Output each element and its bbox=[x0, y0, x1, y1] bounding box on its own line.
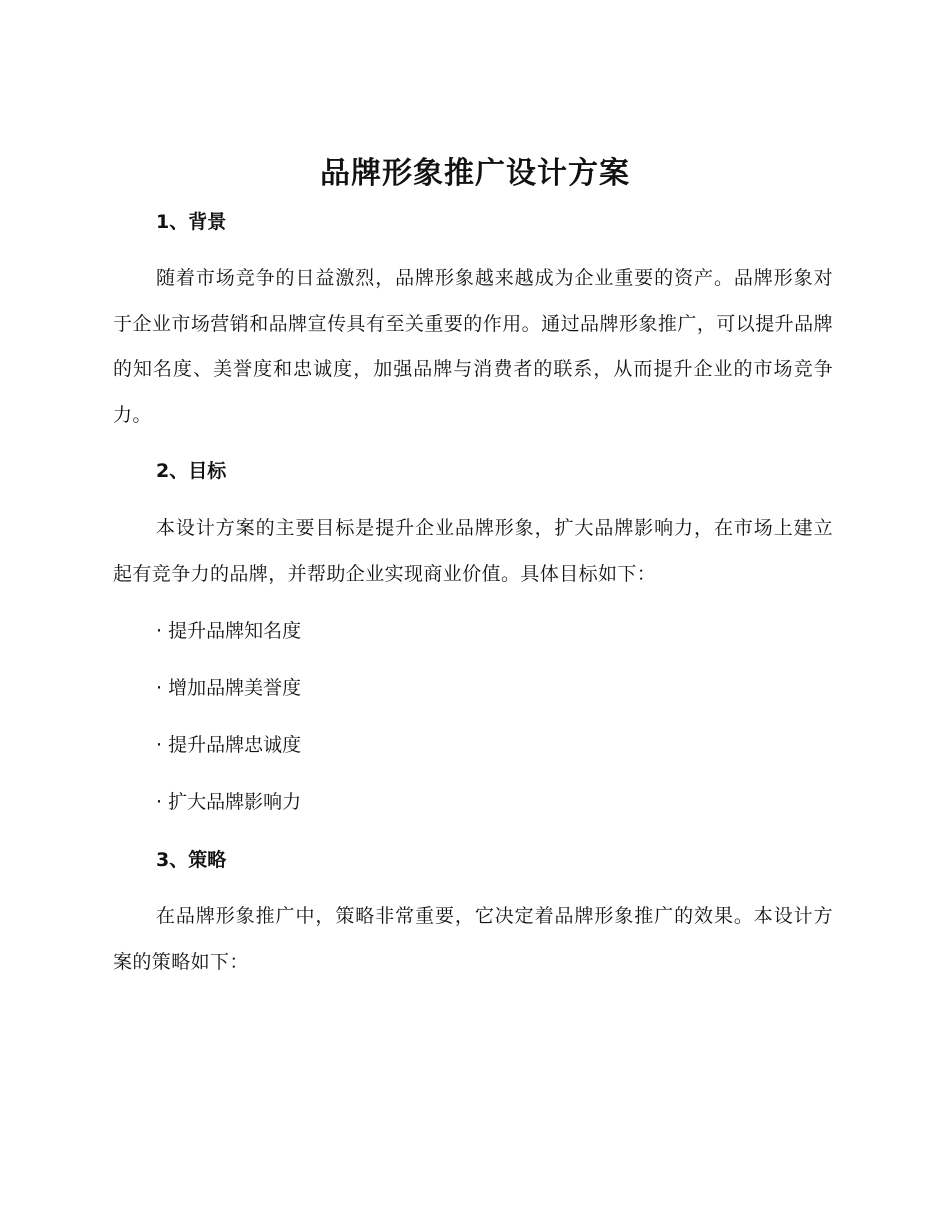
goal-bullet-item: · 提升品牌忠诚度 bbox=[156, 734, 302, 756]
section-paragraph-strategy: 在品牌形象推广中，策略非常重要，它决定着品牌形象推广的效果。本设计方案的策略如下： bbox=[113, 905, 833, 973]
section-heading-background: 1、背景 bbox=[156, 211, 227, 233]
goal-bullet-item: · 提升品牌知名度 bbox=[156, 620, 302, 642]
section-paragraph-background: 随着市场竞争的日益激烈，品牌形象越来越成为企业重要的资产。品牌形象对于企业市场营销和品牌宣传具有至关重要的作用。通过品牌形象推广，可以提升品牌的知名度、美誉度和忠诚度，加强品牌与消费者的联系，从而提升企业的市场竞争力。 bbox=[113, 267, 833, 426]
section-heading-goals: 2、目标 bbox=[156, 460, 227, 482]
goal-bullet-item: · 扩大品牌影响力 bbox=[156, 791, 302, 813]
section-paragraph-goals: 本设计方案的主要目标是提升企业品牌形象，扩大品牌影响力，在市场上建立起有竞争力的品牌，并帮助企业实现商业价值。具体目标如下： bbox=[113, 517, 833, 585]
section-heading-strategy: 3、策略 bbox=[156, 849, 227, 871]
goal-bullet-item: · 增加品牌美誉度 bbox=[156, 677, 302, 699]
document-title: 品牌形象推广设计方案 bbox=[320, 156, 630, 191]
